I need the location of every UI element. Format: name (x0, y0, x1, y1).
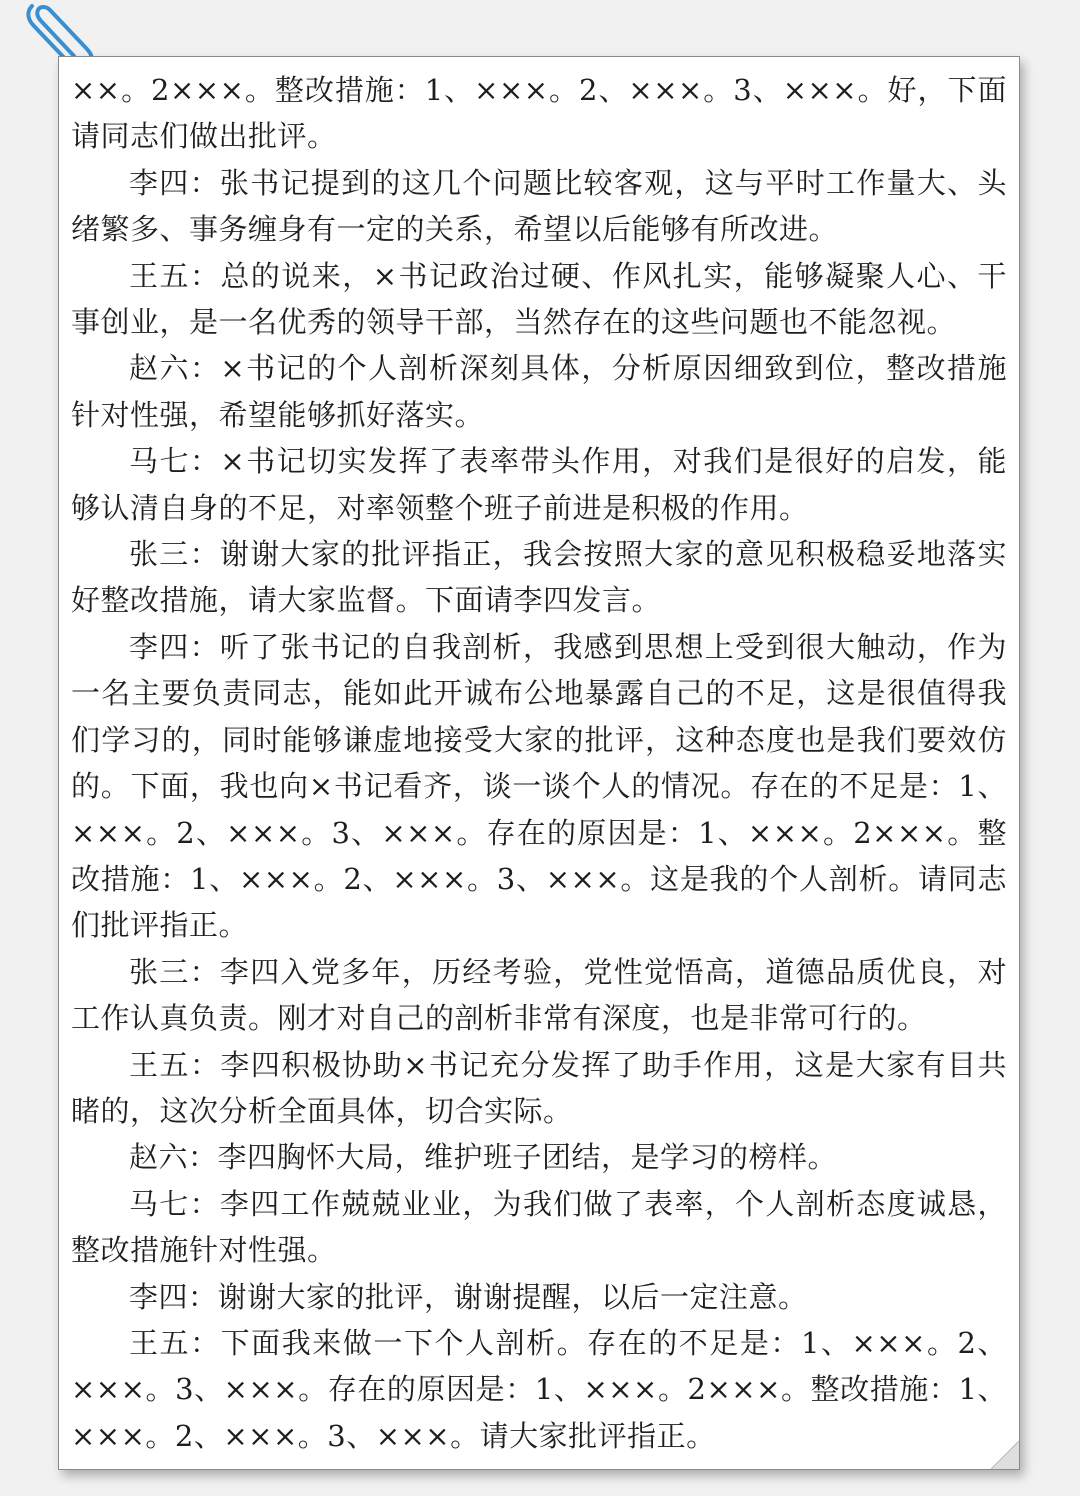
paragraph: 李四：张书记提到的这几个问题比较客观，这与平时工作量大、头绪繁多、事务缠身有一定的关系，希望以后能够有所改进。 (71, 165, 1007, 247)
page-curl-icon (979, 1429, 1019, 1469)
paragraph: 李四：听了张书记的自我剖析，我感到思想上受到很大触动，作为一名主要负责同志，能如此开诚布公地暴露自己的不足，这是很值得我们学习的，同时能够谦虚地接受大家的批评，这种态度也是我们要效仿的。下面，我也向×书记看齐，谈一谈个人的情况。存在的不足是：1、×××。2、×××。3、×××。存在的原因是：1、×××。2×××。整改措施：1、×××。2、×××。3、×××。这是我的个人剖析。请同志们批评指正。 (71, 629, 1007, 943)
document-body (71, 67, 1007, 1459)
paragraph: 王五：下面我来做一下个人剖析。存在的不足是：1、×××。2、×××。3、×××。存在的原因是：1、×××。2×××。整改措施：1、×××。2、×××。3、×××。请大家批评指正。 (71, 1325, 1007, 1453)
paragraph: 王五：李四积极协助×书记充分发挥了助手作用，这是大家有目共睹的，这次分析全面具体，切合实际。 (71, 1047, 1007, 1128)
paragraph: 李四：谢谢大家的批评，谢谢提醒，以后一定注意。 (129, 1279, 808, 1314)
paragraph: 王五：总的说来，×书记政治过硬、作风扎实，能够凝聚人心、干事创业，是一名优秀的领导干部，当然存在的这些问题也不能忽视。 (71, 258, 1007, 340)
paragraph: 张三：谢谢大家的批评指正，我会按照大家的意见积极稳妥地落实好整改措施，请大家监督。下面请李四发言。 (71, 537, 1007, 618)
paragraph: ××。2×××。整改措施：1、×××。2、×××。3、×××。好，下面请同志们做出批评。 (71, 73, 1007, 154)
paragraph: 马七：李四工作兢兢业业，为我们做了表率，个人剖析态度诚恳，整改措施针对性强。 (71, 1186, 1007, 1268)
paragraph: 张三：李四入党多年，历经考验，党性觉悟高，道德品质优良，对工作认真负责。刚才对自己的剖析非常有深度，也是非常可行的。 (71, 954, 1007, 1036)
paragraph: 赵六：李四胸怀大局，维护班子团结，是学习的榜样。 (129, 1140, 838, 1175)
paragraph: 马七：×书记切实发挥了表率带头作用，对我们是很好的启发，能够认清自身的不足，对率领整个班子前进是积极的作用。 (71, 444, 1007, 525)
paragraph: 赵六：×书记的个人剖析深刻具体，分析原因细致到位，整改措施针对性强，希望能够抓好落实。 (71, 351, 1007, 432)
document-page (58, 56, 1020, 1470)
